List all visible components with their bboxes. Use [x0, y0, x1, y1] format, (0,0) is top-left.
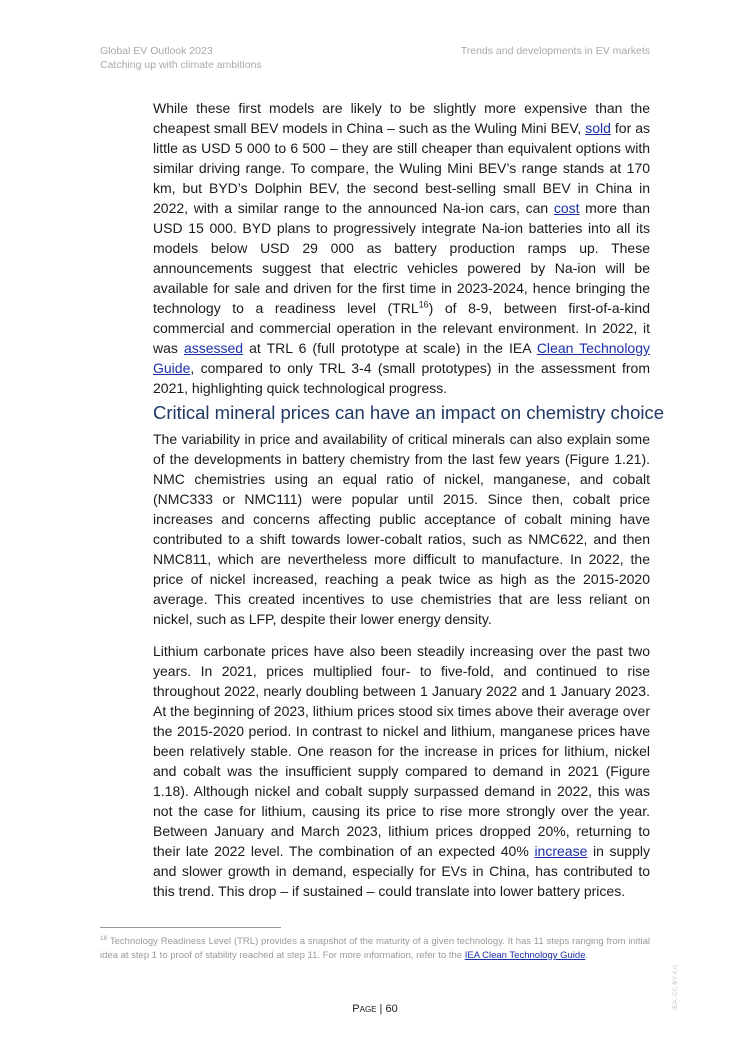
- running-header-right: Trends and developments in EV markets: [460, 45, 650, 57]
- link-increase[interactable]: increase: [534, 843, 588, 859]
- section-heading: Critical mineral prices can have an impact on chemistry choice: [153, 402, 665, 423]
- report-title: Global EV Outlook 2023: [100, 45, 213, 57]
- text-run: .: [585, 950, 589, 961]
- text-run: Lithium carbonate prices have also been steadily increasing over the past two years. In 2021, prices multiplied four- to five-fold, and continued to rise throughout 2022, nearly doubling between 1 January 2022 and 1 January 2023. At the beginning of 2023, lithium prices stood six times above their average over the 2015-2020 period. In contrast to nickel and lithium, manganese prices have been relatively stable. One reason for the increase in prices for lithium, nickel and cobalt was the insufficient supply compared to demand in 2021 (Figure 1.18). Although nickel and cobalt supply surpassed demand in 2022, this was not the case for lithium, causing its price to rise more strongly over the year. Between January and March 2023, lithium prices dropped 20%, returning to their late 2022 level. The combination of an expected 40%: [153, 643, 650, 859]
- footnote: [100, 935, 650, 963]
- license-note: IEA. CC BY 4.0.: [672, 963, 679, 1010]
- paragraph-na-ion: [153, 98, 650, 398]
- page-value: 60: [385, 1003, 398, 1015]
- report-subtitle: Catching up with climate ambitions: [100, 59, 262, 71]
- footnote-number: 16: [100, 934, 108, 942]
- text-run: Technology Readiness Level (TRL) provides a snapshot of the maturity of a given technology. It has 11 steps ranging from initial idea at step 1 to proof of stability reached at step 11. For more information, refer to the: [100, 936, 650, 961]
- page-label: Page: [352, 1003, 377, 1015]
- link-sold[interactable]: sold: [585, 120, 611, 136]
- text-run: for as little as USD 5 000 to 6 500 – they are still cheaper than equivalent options with similar driving range. To compare, the Wuling Mini BEV’s range stands at 170 km, but BYD’s Dolphin BEV, the second best-selling small BEV in China in 2022, with a similar range to the announced Na-ion cars, can: [153, 120, 650, 216]
- link-clean-technology-guide[interactable]: Clean Technology Guide: [153, 340, 651, 376]
- link-footnote-guide[interactable]: IEA Clean Technology Guide: [464, 950, 586, 961]
- link-cost[interactable]: cost: [553, 200, 580, 216]
- text-run: While these first models are likely to be slightly more expensive than the cheapest small BEV models in China – such as the Wuling Mini BEV,: [153, 100, 650, 136]
- page-separator: |: [376, 1003, 386, 1015]
- link-assessed[interactable]: assessed: [183, 340, 244, 356]
- footnote-divider: [100, 927, 281, 928]
- text-run: at TRL 6 (full prototype at scale) in the IEA: [243, 340, 537, 356]
- paragraph-lithium-prices: [153, 641, 650, 901]
- paragraph-critical-minerals: The variability in price and availability of critical minerals can also explain some of the developments in battery chemistry from the last few years (Figure 1.21). NMC chemistries using an equal ratio of nickel, manganese, and cobalt (NMC333 or NMC111) were popular until 2015. Since then, cobalt price increases and concerns affecting public acceptance of cobalt mining have contributed to a shift towards lower-cobalt ratios, such as NMC622, and then NMC811, which are nevertheless more difficult to manufacture. In 2022, the price of nickel increased, reaching a peak twice as high as the 2015-2020 average. This created incentives to use chemistries that are less reliant on nickel, such as LFP, despite their lower energy density.: [153, 431, 650, 627]
- page-number: [0, 1003, 750, 1015]
- running-header-left: [100, 44, 262, 72]
- text-run: ) of 8-9, between first-of-a-kind commercial and commercial operation in the relevant environment. In 2022, it was: [153, 300, 651, 356]
- text-run: in supply and slower growth in demand, especially for EVs in China, has contributed to this trend. This drop – if sustained – could translate into lower battery prices.: [153, 843, 650, 899]
- footnote-ref: 16: [418, 299, 429, 310]
- text-run: more than USD 15 000. BYD plans to progressively integrate Na-ion batteries into all its models below USD 29 000 as battery production ramps up. These announcements suggest that electric vehicles powered by Na-ion will be available for sale and driven for the first time in 2023-2024, hence bringing the technology to a readiness level (TRL: [153, 200, 650, 316]
- text-run: , compared to only TRL 3-4 (small prototypes) in the assessment from 2021, highlighting quick technological progress.: [153, 360, 650, 396]
